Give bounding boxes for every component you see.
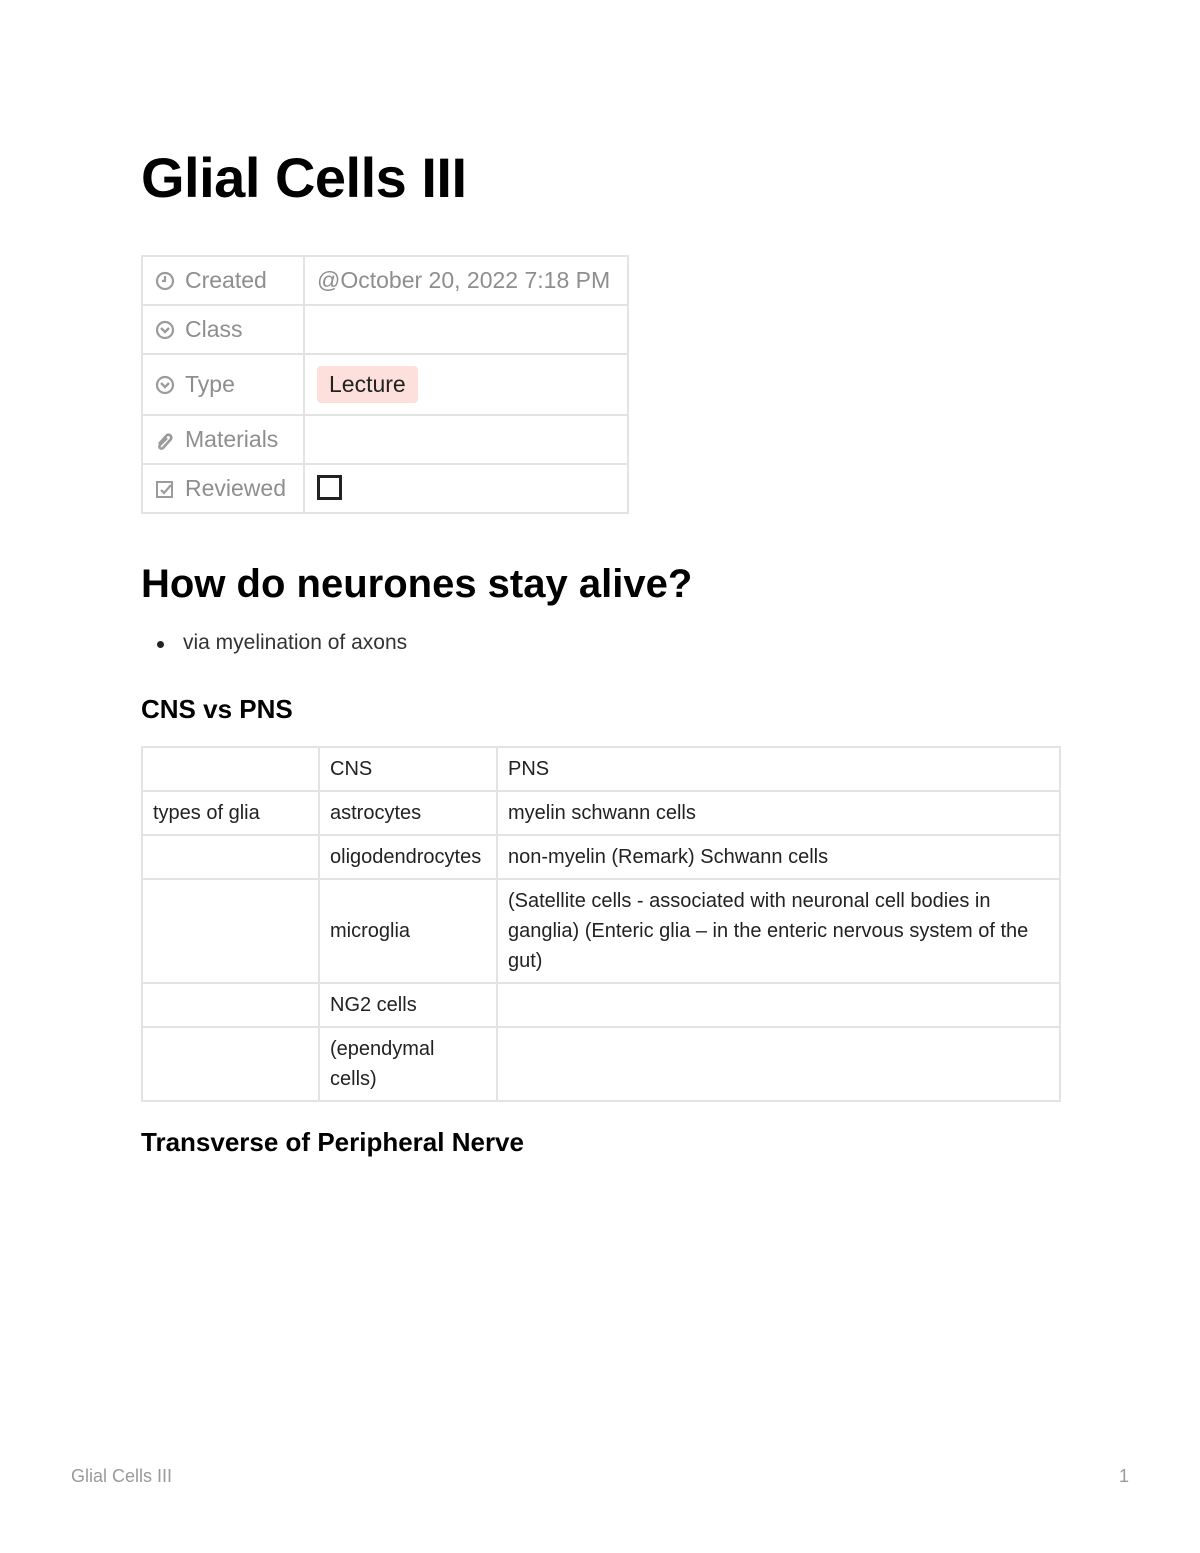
clock-icon bbox=[155, 271, 175, 291]
table-cell bbox=[497, 1027, 1060, 1101]
table-cell: microglia bbox=[319, 879, 497, 983]
table-cell bbox=[142, 747, 319, 791]
table-cell: oligodendrocytes bbox=[319, 835, 497, 879]
reviewed-value bbox=[304, 464, 628, 513]
materials-value[interactable] bbox=[304, 415, 628, 464]
table-row bbox=[142, 1027, 1060, 1101]
cns-pns-table bbox=[141, 746, 1061, 1102]
table-header-row bbox=[142, 747, 1060, 791]
table-cell bbox=[497, 983, 1060, 1027]
checkbox-icon bbox=[155, 479, 175, 499]
table-cell: astrocytes bbox=[319, 791, 497, 835]
bullet-list bbox=[141, 629, 407, 657]
property-row-materials bbox=[142, 415, 628, 464]
table-row bbox=[142, 983, 1060, 1027]
page-title: Glial Cells III bbox=[141, 146, 467, 209]
property-key: Type bbox=[142, 354, 304, 415]
type-value[interactable] bbox=[304, 354, 628, 415]
list-item: via myelination of axons bbox=[141, 629, 407, 657]
table-cell: PNS bbox=[497, 747, 1060, 791]
property-row-class bbox=[142, 305, 628, 354]
table-cell bbox=[142, 983, 319, 1027]
table-cell: NG2 cells bbox=[319, 983, 497, 1027]
page-number: 1 bbox=[1118, 1466, 1129, 1486]
property-key: Class bbox=[142, 305, 304, 354]
table-row bbox=[142, 791, 1060, 835]
properties-table bbox=[141, 255, 629, 514]
property-row-type bbox=[142, 354, 628, 415]
property-key: Created bbox=[142, 256, 304, 305]
table-cell bbox=[142, 835, 319, 879]
table-row bbox=[142, 835, 1060, 879]
property-row-reviewed bbox=[142, 464, 628, 513]
section-heading-cns-vs-pns: CNS vs PNS bbox=[141, 694, 293, 724]
table-cell: types of glia bbox=[142, 791, 319, 835]
select-icon bbox=[155, 320, 175, 340]
type-tag[interactable]: Lecture bbox=[317, 366, 418, 403]
footer-doc-title: Glial Cells III bbox=[71, 1466, 173, 1486]
table-row bbox=[142, 879, 1060, 983]
table-cell: myelin schwann cells bbox=[497, 791, 1060, 835]
table-cell: (ependymal cells) bbox=[319, 1027, 497, 1101]
property-key: Reviewed bbox=[142, 464, 304, 513]
property-key: Materials bbox=[142, 415, 304, 464]
table-cell bbox=[142, 879, 319, 983]
paperclip-icon bbox=[155, 430, 175, 450]
property-row-created bbox=[142, 256, 628, 305]
created-value[interactable]: @October 20, 2022 7:18 PM bbox=[304, 256, 628, 305]
reviewed-checkbox[interactable] bbox=[317, 475, 342, 500]
section-heading-transverse: Transverse of Peripheral Nerve bbox=[141, 1127, 524, 1157]
class-value[interactable] bbox=[304, 305, 628, 354]
section-heading-neurones: How do neurones stay alive? bbox=[141, 562, 693, 606]
table-cell bbox=[142, 1027, 319, 1101]
table-cell: (Satellite cells - associated with neuronal cell bodies in ganglia) (Enteric glia – in the enteric nervous system of the gut) bbox=[497, 879, 1060, 983]
table-cell: CNS bbox=[319, 747, 497, 791]
table-cell: non-myelin (Remark) Schwann cells bbox=[497, 835, 1060, 879]
select-icon bbox=[155, 375, 175, 395]
